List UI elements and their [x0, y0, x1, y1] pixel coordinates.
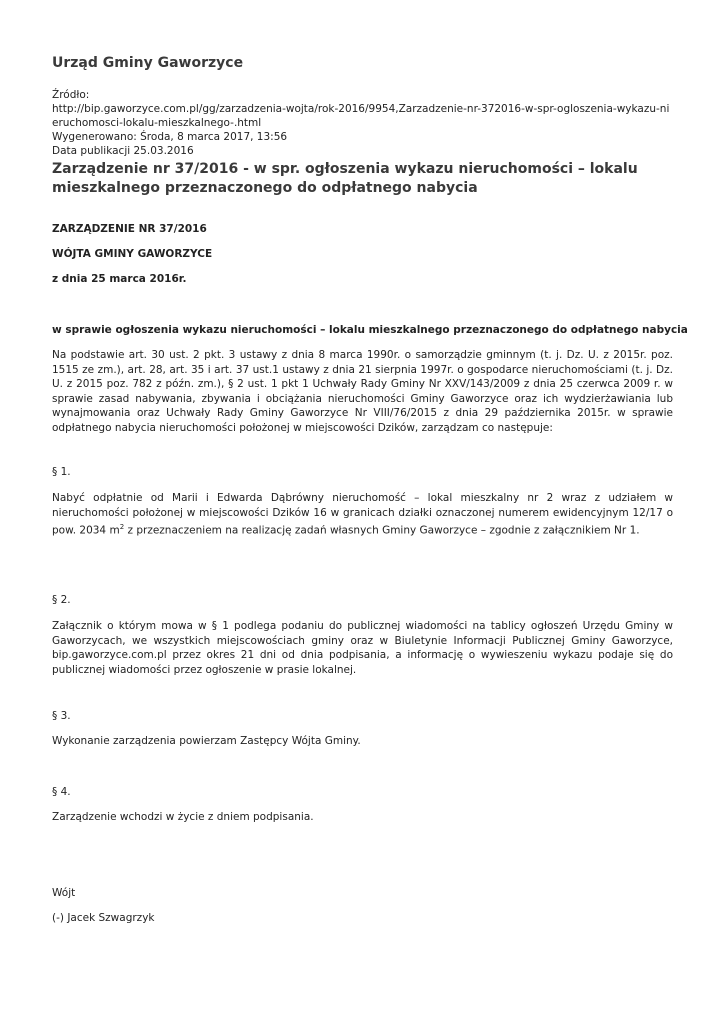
section-3-text: Wykonanie zarządzenia powierzam Zastępcy Wójta Gminy.	[52, 735, 361, 747]
publication-date: Data publikacji 25.03.2016	[52, 145, 194, 157]
section-2-text: Załącznik o którym mowa w § 1 podlega podaniu do publicznej wiadomości na tablicy ogłoszeń Urzędu Gminy w Gaworzycach, we wszystkich miejscowościach gminy oraz w Biuletynie Informacji Publicznej Gminy Gaworzyce, bip.gaworzyce.com.pl przez okres 21 dni od dnia podpisania, a informację o wywieszeniu wykazu podaje się do publicznej wiadomości przez ogłoszenie w prasie lokalnej.	[52, 620, 673, 676]
source-label: Źródło:	[52, 89, 90, 101]
document-title: Zarządzenie nr 37/2016 - w spr. ogłoszenia wykazu nieruchomości – lokalu mieszkalnego przeznaczonego do odpłatnego nabycia	[52, 161, 638, 196]
generated-timestamp: Wygenerowano: Środa, 8 marca 2017, 13:56	[52, 131, 288, 143]
signature-role: Wójt	[52, 887, 76, 899]
section-4-text: Zarządzenie wchodzi w życie z dniem podpisania.	[52, 811, 314, 823]
section-1-text: Nabyć odpłatnie od Marii i Edwarda Dąbrówny nieruchomość – lokal mieszkalny nr 2 wraz z udziałem w nieruchomości położonej w miejscowości Dzików 16 w granicach działki oznaczonej numerem ewidencyjnym 12/17 o pow. 2034 $m^2$ z przeznaczeniem na realizację zadań własnych Gminy Gaworzyce – zgodnie z załącznikiem Nr 1.	[52, 492, 673, 537]
org-title: Urząd Gminy Gaworzyce	[52, 55, 244, 71]
date-heading: z dnia 25 marca 2016r.	[52, 273, 187, 285]
section-1-number: § 1.	[52, 466, 71, 478]
issuer-heading: WÓJTA GMINY GAWORZYCE	[52, 248, 213, 260]
document-metadata	[52, 88, 673, 158]
section-4-number: § 4.	[52, 786, 71, 798]
signature-name: (-) Jacek Szwagrzyk	[52, 912, 155, 924]
section-2-number: § 2.	[52, 594, 71, 606]
source-url: http://bip.gaworzyce.com.pl/gg/zarzadzenia-wojta/rok-2016/9954,Zarzadzenie-nr-372016-w-spr-ogloszenia-wykazu-nieruchomosci-lokalu-mieszkalnego-.html	[52, 103, 670, 129]
ordinance-heading: ZARZĄDZENIE NR 37/2016	[52, 223, 207, 235]
preamble-paragraph: Na podstawie art. 30 ust. 2 pkt. 3 ustawy z dnia 8 marca 1990r. o samorządzie gminnym (t. j. Dz. U. z 2015r. poz. 1515 ze zm.), art. 28, art. 35 i art. 37 ust.1 ustawy z dnia 21 sierpnia 1997r. o gospodarce nieruchomościami (t. j. Dz. U. z 2015 poz. 782 z późn. zm.), § 2 ust. 1 pkt 1 Uchwały Rady Gminy Nr XXV/143/2009 z dnia 25 czerwca 2009 r. w sprawie zasad nabywania, zbywania i obciążania nieruchomości Gminy Gaworzyce oraz ich wydzierżawiania lub wynajmowania oraz Uchwały Rady Gminy Gaworzyce Nr VIII/76/2015 z dnia 29 października 2015r. w sprawie odpłatnego nabycia nieruchomości położonej w miejscowości Dzików, zarządzam co następuje:	[52, 349, 673, 434]
section-3-number: § 3.	[52, 710, 71, 722]
subject-heading: w sprawie ogłoszenia wykazu nieruchomości – lokalu mieszkalnego przeznaczonego do odpłatnego nabycia	[52, 324, 688, 336]
